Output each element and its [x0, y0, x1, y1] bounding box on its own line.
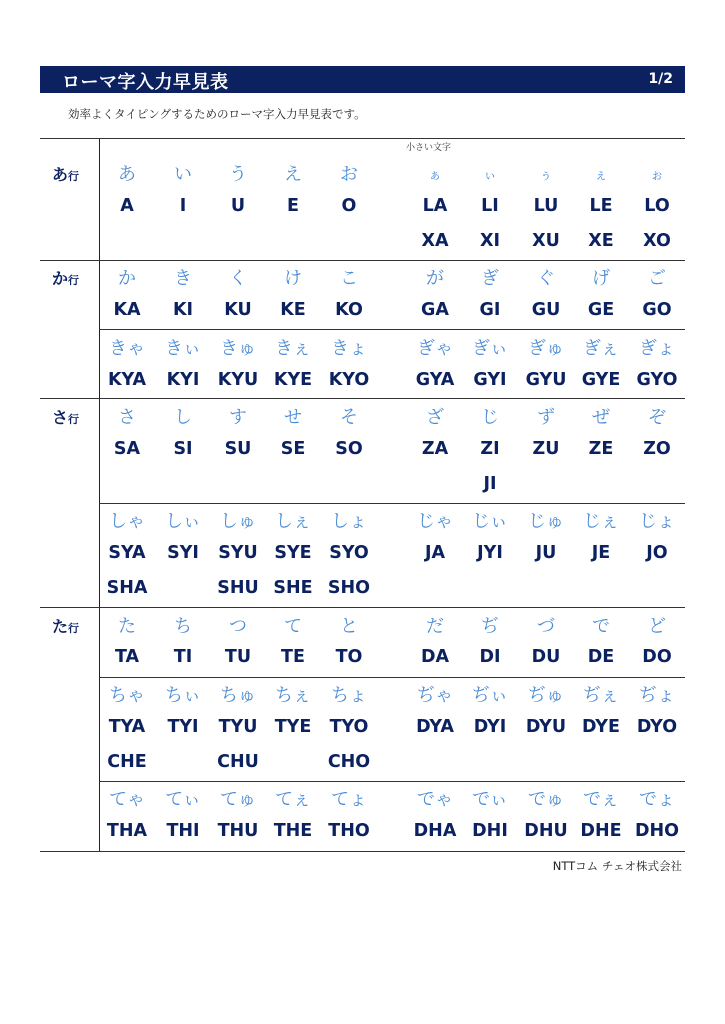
kana-cell: ぢぇ: [583, 685, 619, 706]
footer-company: NTTコム チェオ株式会社: [552, 859, 682, 873]
group-label: [52, 405, 79, 428]
romaji-cell: LI: [481, 196, 499, 216]
romaji-cell: DYU: [525, 717, 567, 737]
kana-cell: く: [229, 268, 247, 289]
romaji-cell: SO: [335, 439, 363, 459]
group-label: [52, 162, 79, 185]
romaji-cell: DHI: [472, 821, 508, 841]
romaji-cell: XO: [643, 231, 671, 251]
kana-cell: こ: [340, 268, 358, 289]
kana-cell: ぇ: [594, 168, 608, 183]
kana-cell: せ: [284, 407, 302, 428]
kana-cell: ぞ: [648, 407, 666, 428]
romaji-cell: TI: [173, 647, 193, 667]
group-label: [52, 614, 79, 637]
kana-cell: け: [284, 268, 302, 289]
romaji-cell: DHE: [580, 821, 622, 841]
kana-cell: しゃ: [109, 511, 145, 532]
romaji-cell: DA: [420, 647, 450, 667]
romaji-cell: SYE: [274, 543, 312, 563]
kana-cell: でょ: [639, 789, 675, 810]
romaji-cell: JI: [483, 474, 497, 494]
romaji-cell: SHA: [106, 578, 148, 598]
kana-cell: ちぃ: [165, 685, 201, 706]
group-suffix: 行: [68, 622, 80, 635]
kana-cell: しぇ: [275, 511, 311, 532]
kana-cell: そ: [340, 407, 358, 428]
kana-cell: ぎゃ: [417, 338, 453, 359]
section-divider: [40, 398, 685, 399]
kana-cell: し: [174, 407, 192, 428]
romaji-cell: TA: [114, 647, 140, 667]
section-divider: [40, 851, 685, 852]
romaji-cell: KYA: [107, 370, 147, 390]
romaji-cell: DE: [587, 647, 615, 667]
romaji-cell: E: [287, 196, 299, 216]
kana-cell: ぉ: [650, 168, 664, 183]
kana-cell: ちゅ: [220, 685, 256, 706]
romaji-cell: JE: [591, 543, 611, 563]
kana-cell: ちょ: [331, 685, 367, 706]
romaji-cell: GYI: [473, 370, 507, 390]
kana-cell: でゅ: [528, 789, 564, 810]
romaji-cell: DHA: [413, 821, 457, 841]
kana-cell: てゅ: [220, 789, 256, 810]
kana-cell: と: [340, 616, 358, 637]
romaji-cell: SE: [280, 439, 306, 459]
romaji-cell: KA: [113, 300, 141, 320]
romaji-cell: I: [179, 196, 187, 216]
description: 効率よくタイピングするためのローマ字入力早見表です。: [68, 107, 366, 121]
romaji-cell: GYE: [581, 370, 621, 390]
romaji-cell: DU: [531, 647, 561, 667]
kana-cell: ざ: [426, 407, 444, 428]
kana-cell: じゃ: [417, 511, 453, 532]
kana-cell: ぜ: [592, 407, 610, 428]
kana-cell: ぎぇ: [583, 338, 619, 359]
kana-cell: じ: [481, 407, 499, 428]
romaji-cell: CHU: [217, 752, 259, 772]
romaji-cell: KYU: [217, 370, 259, 390]
kana-cell: ぃ: [483, 168, 497, 183]
kana-cell: ぎぃ: [472, 338, 508, 359]
kana-cell: つ: [229, 616, 247, 637]
kana-cell: お: [340, 164, 358, 185]
kana-cell: でぃ: [472, 789, 508, 810]
romaji-cell: DI: [479, 647, 501, 667]
romaji-cell: TYO: [329, 717, 369, 737]
kana-cell: しゅ: [220, 511, 256, 532]
section-divider: [40, 260, 685, 261]
romaji-cell: TYU: [218, 717, 258, 737]
romaji-cell: ZU: [532, 439, 560, 459]
kana-cell: た: [118, 616, 136, 637]
subsection-divider: [99, 781, 685, 782]
romaji-cell: GI: [479, 300, 501, 320]
kana-cell: きょ: [331, 338, 367, 359]
small-chars-label: 小さい文字: [406, 143, 452, 153]
romaji-cell: ZI: [480, 439, 500, 459]
kana-cell: でゃ: [417, 789, 453, 810]
romaji-cell: TYE: [274, 717, 312, 737]
romaji-cell: KU: [224, 300, 252, 320]
romaji-cell: XU: [532, 231, 560, 251]
kana-cell: きゃ: [109, 338, 145, 359]
kana-cell: だ: [426, 616, 444, 637]
romaji-cell: TE: [281, 647, 305, 667]
group-kana: か: [52, 269, 69, 288]
romaji-cell: DO: [642, 647, 672, 667]
kana-cell: ちゃ: [109, 685, 145, 706]
group-label: [52, 266, 79, 289]
kana-cell: ち: [174, 616, 192, 637]
romaji-cell: GYU: [525, 370, 567, 390]
kana-cell: ぎょ: [639, 338, 675, 359]
kana-cell: じゅ: [528, 511, 564, 532]
kana-cell: て: [284, 616, 302, 637]
romaji-cell: JO: [646, 543, 668, 563]
romaji-cell: XE: [588, 231, 614, 251]
romaji-cell: GYO: [636, 370, 678, 390]
kana-cell: ぐ: [537, 268, 555, 289]
romaji-cell: LE: [589, 196, 613, 216]
kana-cell: ぢぃ: [472, 685, 508, 706]
romaji-cell: ZA: [421, 439, 449, 459]
subsection-divider: [99, 503, 685, 504]
romaji-cell: TO: [335, 647, 363, 667]
romaji-cell: JYI: [477, 543, 503, 563]
title-bar: [40, 66, 685, 93]
romaji-cell: SYU: [218, 543, 258, 563]
label-column-divider: [99, 138, 100, 852]
romaji-cell: THE: [273, 821, 313, 841]
romaji-cell: JU: [535, 543, 557, 563]
romaji-cell: DYA: [416, 717, 454, 737]
romaji-cell: CHO: [327, 752, 371, 772]
kana-cell: ぎゅ: [528, 338, 564, 359]
kana-cell: す: [229, 407, 247, 428]
kana-cell: げ: [592, 268, 610, 289]
romaji-cell: SHO: [327, 578, 371, 598]
romaji-cell: LA: [422, 196, 448, 216]
romaji-cell: SA: [113, 439, 141, 459]
group-suffix: 行: [68, 274, 80, 287]
kana-cell: てゃ: [109, 789, 145, 810]
kana-cell: ぢゅ: [528, 685, 564, 706]
kana-cell: きゅ: [220, 338, 256, 359]
kana-cell: あ: [118, 164, 136, 185]
romaji-cell: CHE: [107, 752, 147, 772]
romaji-cell: GO: [642, 300, 672, 320]
romaji-cell: DHO: [634, 821, 680, 841]
romaji-cell: ZO: [643, 439, 671, 459]
kana-cell: い: [174, 164, 192, 185]
romaji-cell: SU: [224, 439, 252, 459]
subsection-divider: [99, 329, 685, 330]
kana-cell: ど: [648, 616, 666, 637]
romaji-cell: SYI: [167, 543, 199, 563]
kana-cell: でぇ: [583, 789, 619, 810]
kana-cell: え: [284, 164, 302, 185]
kana-cell: が: [426, 268, 444, 289]
romaji-cell: DYE: [582, 717, 620, 737]
kana-cell: づ: [537, 616, 555, 637]
romaji-cell: THA: [106, 821, 148, 841]
romaji-cell: THI: [166, 821, 200, 841]
kana-cell: ぁ: [428, 168, 442, 183]
kana-cell: ぅ: [539, 168, 553, 183]
romaji-cell: THU: [217, 821, 259, 841]
section-divider: [40, 138, 685, 139]
romaji-cell: U: [230, 196, 246, 216]
kana-cell: ぎ: [481, 268, 499, 289]
section-divider: [40, 607, 685, 608]
kana-cell: てぃ: [165, 789, 201, 810]
kana-cell: で: [592, 616, 610, 637]
kana-cell: きぃ: [165, 338, 201, 359]
romaji-cell: A: [120, 196, 134, 216]
subsection-divider: [99, 677, 685, 678]
romaji-cell: XI: [479, 231, 500, 251]
romaji-cell: ZE: [588, 439, 614, 459]
kana-cell: てぇ: [275, 789, 311, 810]
kana-cell: ず: [537, 407, 555, 428]
romaji-cell: KYO: [328, 370, 370, 390]
kana-cell: ぢゃ: [417, 685, 453, 706]
romaji-cell: TYA: [108, 717, 146, 737]
group-suffix: 行: [68, 413, 80, 426]
kana-cell: きぇ: [275, 338, 311, 359]
romaji-cell: TU: [224, 647, 252, 667]
group-kana: あ: [52, 165, 69, 184]
kana-cell: き: [174, 268, 192, 289]
romaji-cell: LO: [644, 196, 670, 216]
romaji-cell: THO: [328, 821, 370, 841]
kana-cell: ちぇ: [275, 685, 311, 706]
kana-cell: じぃ: [472, 511, 508, 532]
kana-cell: しぃ: [165, 511, 201, 532]
romaji-cell: SYO: [329, 543, 369, 563]
romaji-cell: DHU: [524, 821, 568, 841]
page-number: 1/2: [648, 71, 673, 87]
romaji-cell: GYA: [415, 370, 455, 390]
page-title: ローマ字入力早見表: [62, 72, 229, 93]
group-suffix: 行: [68, 170, 80, 183]
romaji-cell: KYI: [166, 370, 200, 390]
romaji-cell: TYI: [167, 717, 199, 737]
romaji-cell: DYI: [473, 717, 507, 737]
kana-cell: てょ: [331, 789, 367, 810]
group-kana: さ: [52, 408, 69, 427]
kana-cell: ぢょ: [639, 685, 675, 706]
kana-cell: さ: [118, 407, 136, 428]
group-kana: た: [52, 617, 69, 636]
romaji-cell: DYO: [636, 717, 678, 737]
kana-cell: しょ: [331, 511, 367, 532]
romaji-cell: GE: [587, 300, 615, 320]
kana-cell: じょ: [639, 511, 675, 532]
romaji-cell: GA: [421, 300, 449, 320]
romaji-cell: XA: [421, 231, 449, 251]
romaji-cell: KI: [172, 300, 194, 320]
romaji-cell: LU: [533, 196, 559, 216]
romaji-cell: KE: [280, 300, 306, 320]
romaji-cell: SYA: [108, 543, 146, 563]
kana-cell: ご: [648, 268, 666, 289]
kana-cell: ぢ: [481, 616, 499, 637]
romaji-cell: GU: [531, 300, 561, 320]
romaji-cell: KYE: [273, 370, 313, 390]
romaji-cell: KO: [335, 300, 363, 320]
romaji-cell: O: [341, 196, 357, 216]
romaji-cell: SI: [173, 439, 193, 459]
romaji-cell: JA: [424, 543, 446, 563]
romaji-cell: SHU: [217, 578, 259, 598]
kana-cell: じぇ: [583, 511, 619, 532]
kana-cell: か: [118, 268, 136, 289]
romaji-cell: SHE: [273, 578, 313, 598]
kana-cell: う: [229, 164, 247, 185]
